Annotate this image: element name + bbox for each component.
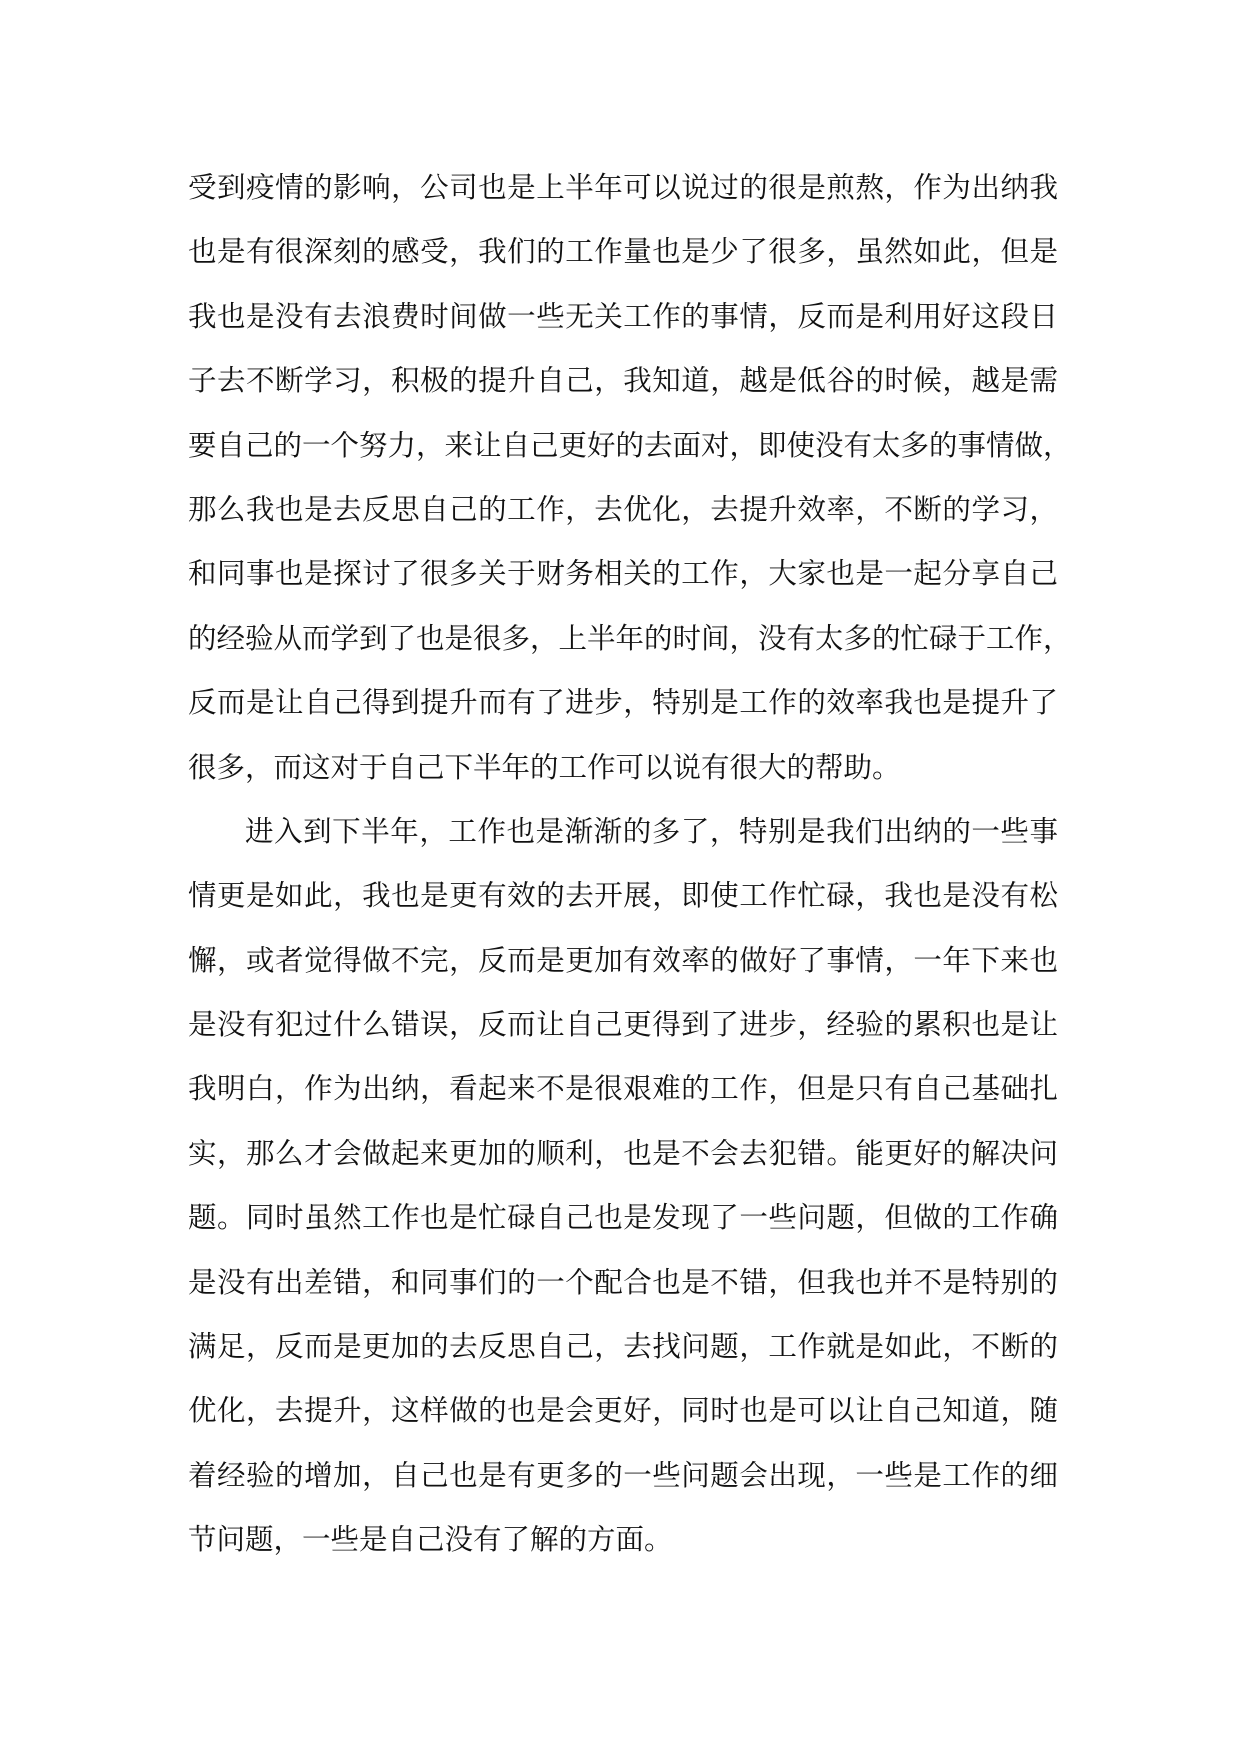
text-line: 反而是让自己得到提升而有了进步，特别是工作的效率我也是提升了 bbox=[188, 686, 1058, 720]
text-line: 那么我也是去反思自己的工作，去优化，去提升效率，不断的学习， bbox=[188, 492, 1058, 526]
text-line: 的经验从而学到了也是很多，上半年的时间，没有太多的忙碌于工作， bbox=[188, 621, 1072, 655]
text-line: 是没有出差错，和同事们的一个配合也是不错，但我也并不是特别的 bbox=[188, 1265, 1058, 1299]
paragraph-1 bbox=[188, 156, 1072, 800]
text-line: 满足，反而是更加的去反思自己，去找问题，工作就是如此，不断的 bbox=[188, 1330, 1058, 1364]
text-line: 也是有很深刻的感受，我们的工作量也是少了很多，虽然如此，但是 bbox=[188, 235, 1058, 269]
text-line: 着经验的增加，自己也是有更多的一些问题会出现，一些是工作的细 bbox=[188, 1458, 1058, 1492]
text-line: 优化，去提升，这样做的也是会更好，同时也是可以让自己知道，随 bbox=[188, 1394, 1058, 1428]
text-line: 我明白，作为出纳，看起来不是很艰难的工作，但是只有自己基础扎 bbox=[188, 1072, 1058, 1106]
text-line: 受到疫情的影响，公司也是上半年可以说过的很是煎熬，作为出纳我 bbox=[188, 171, 1058, 204]
paragraph-2 bbox=[188, 800, 1058, 1573]
text-line: 实，那么才会做起来更加的顺利，也是不会去犯错。能更好的解决问 bbox=[188, 1136, 1058, 1170]
text-line: 题。同时虽然工作也是忙碌自己也是发现了一些问题，但做的工作确 bbox=[188, 1201, 1058, 1235]
text-line: 是没有犯过什么错误，反而让自己更得到了进步，经验的累积也是让 bbox=[188, 1008, 1058, 1042]
text-line: 我也是没有去浪费时间做一些无关工作的事情，反而是利用好这段日 bbox=[188, 299, 1058, 333]
text-line: 很多，而这对于自己下半年的工作可以说有很大的帮助。 bbox=[188, 750, 901, 784]
text-line: 情更是如此，我也是更有效的去开展，即使工作忙碌，我也是没有松 bbox=[188, 879, 1058, 913]
text-line: 要自己的一个努力，来让自己更好的去面对，即使没有太多的事情做， bbox=[188, 428, 1072, 462]
text-line: 进入到下半年，工作也是渐渐的多了，特别是我们出纳的一些事 bbox=[245, 814, 1058, 848]
text-line: 节问题，一些是自己没有了解的方面。 bbox=[188, 1523, 673, 1557]
document-body bbox=[188, 156, 1072, 1573]
text-line: 和同事也是探讨了很多关于财务相关的工作，大家也是一起分享自己 bbox=[188, 557, 1058, 591]
text-line: 懈，或者觉得做不完，反而是更加有效率的做好了事情，一年下来也 bbox=[188, 943, 1058, 977]
text-line: 子去不断学习，积极的提升自己，我知道，越是低谷的时候，越是需 bbox=[188, 364, 1058, 398]
